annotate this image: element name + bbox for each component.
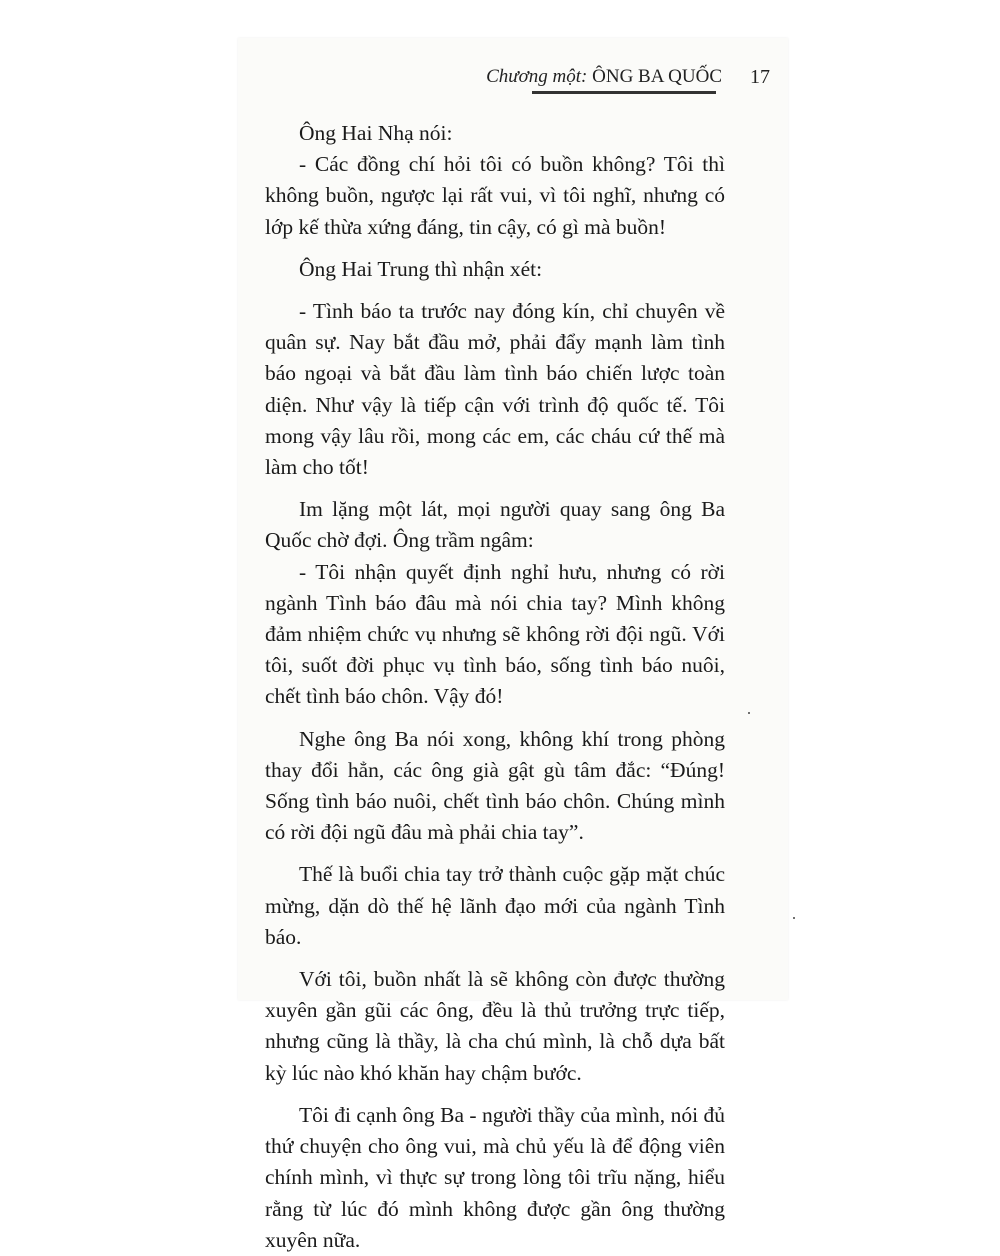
running-header xyxy=(300,58,770,98)
paragraph: - Tôi nhận quyết định nghỉ hưu, nhưng có rời ngành Tình báo đâu mà nói chia tay? Mình không đảm nhiệm chức vụ nhưng sẽ không rời đội ngũ. Với tôi, suốt đời phục vụ tình báo, sống tình báo nuôi, chết tình báo chôn. Vậy đó! xyxy=(265,559,725,709)
paragraph: - Các đồng chí hỏi tôi có buồn không? Tôi thì không buồn, ngược lại rất vui, vì tôi nghĩ, nhưng có lớp kế thừa xứng đáng, tin cậy, có gì mà buồn! xyxy=(265,152,725,239)
paragraph: Thế là buổi chia tay trở thành cuộc gặp mặt chúc mừng, dặn dò thế hệ lãnh đạo mới của ngành Tình báo. xyxy=(265,862,725,949)
paragraph: Nghe ông Ba nói xong, không khí trong phòng thay đổi hẳn, các ông già gật gù tâm đắc: “Đúng! Sống tình báo nuôi, chết tình báo chôn. Chúng mình có rời đội ngũ đâu mà phải chia tay”. xyxy=(265,726,725,845)
header-rule xyxy=(532,91,716,94)
paragraph: - Tình báo ta trước nay đóng kín, chỉ chuyên về quân sự. Nay bắt đầu mở, phải đẩy mạnh làm tình báo ngoại và bắt đầu làm tình báo chiến lược toàn diện. Như vậy là tiếp cận với trình độ quốc tế. Tôi mong vậy lâu rồi, mong các em, các cháu cứ thế mà làm cho tốt! xyxy=(265,299,725,480)
chapter-title: ÔNG BA QUỐC xyxy=(592,66,722,87)
chapter-prefix: Chương một: xyxy=(486,66,588,87)
paragraph: Ông Hai Trung thì nhận xét: xyxy=(299,256,543,281)
print-speck xyxy=(793,917,795,919)
paragraph: Với tôi, buồn nhất là sẽ không còn được thường xuyên gần gũi các ông, đều là thủ trưởng trực tiếp, nhưng cũng là thầy, là cha chú mình, là chỗ dựa bất kỳ lúc nào khó khăn hay chậm bước. xyxy=(265,967,725,1085)
paragraph: Tôi đi cạnh ông Ba - người thầy của mình, nói đủ thứ chuyện cho ông vui, mà chủ yếu là để động viên chính mình, vì thực sự trong lòng tôi trĩu nặng, hiểu rằng từ lúc đó mình không được gần ông thường xuyên nữa. xyxy=(265,1102,725,1252)
body-text xyxy=(265,118,725,1256)
print-speck xyxy=(748,712,750,714)
page-number: 17 xyxy=(750,66,770,88)
paragraph: Ông Hai Nhạ nói: xyxy=(299,121,453,145)
chapter-heading xyxy=(486,66,722,88)
paragraph: Im lặng một lát, mọi người quay sang ông Ba Quốc chờ đợi. Ông trầm ngâm: xyxy=(265,497,725,553)
